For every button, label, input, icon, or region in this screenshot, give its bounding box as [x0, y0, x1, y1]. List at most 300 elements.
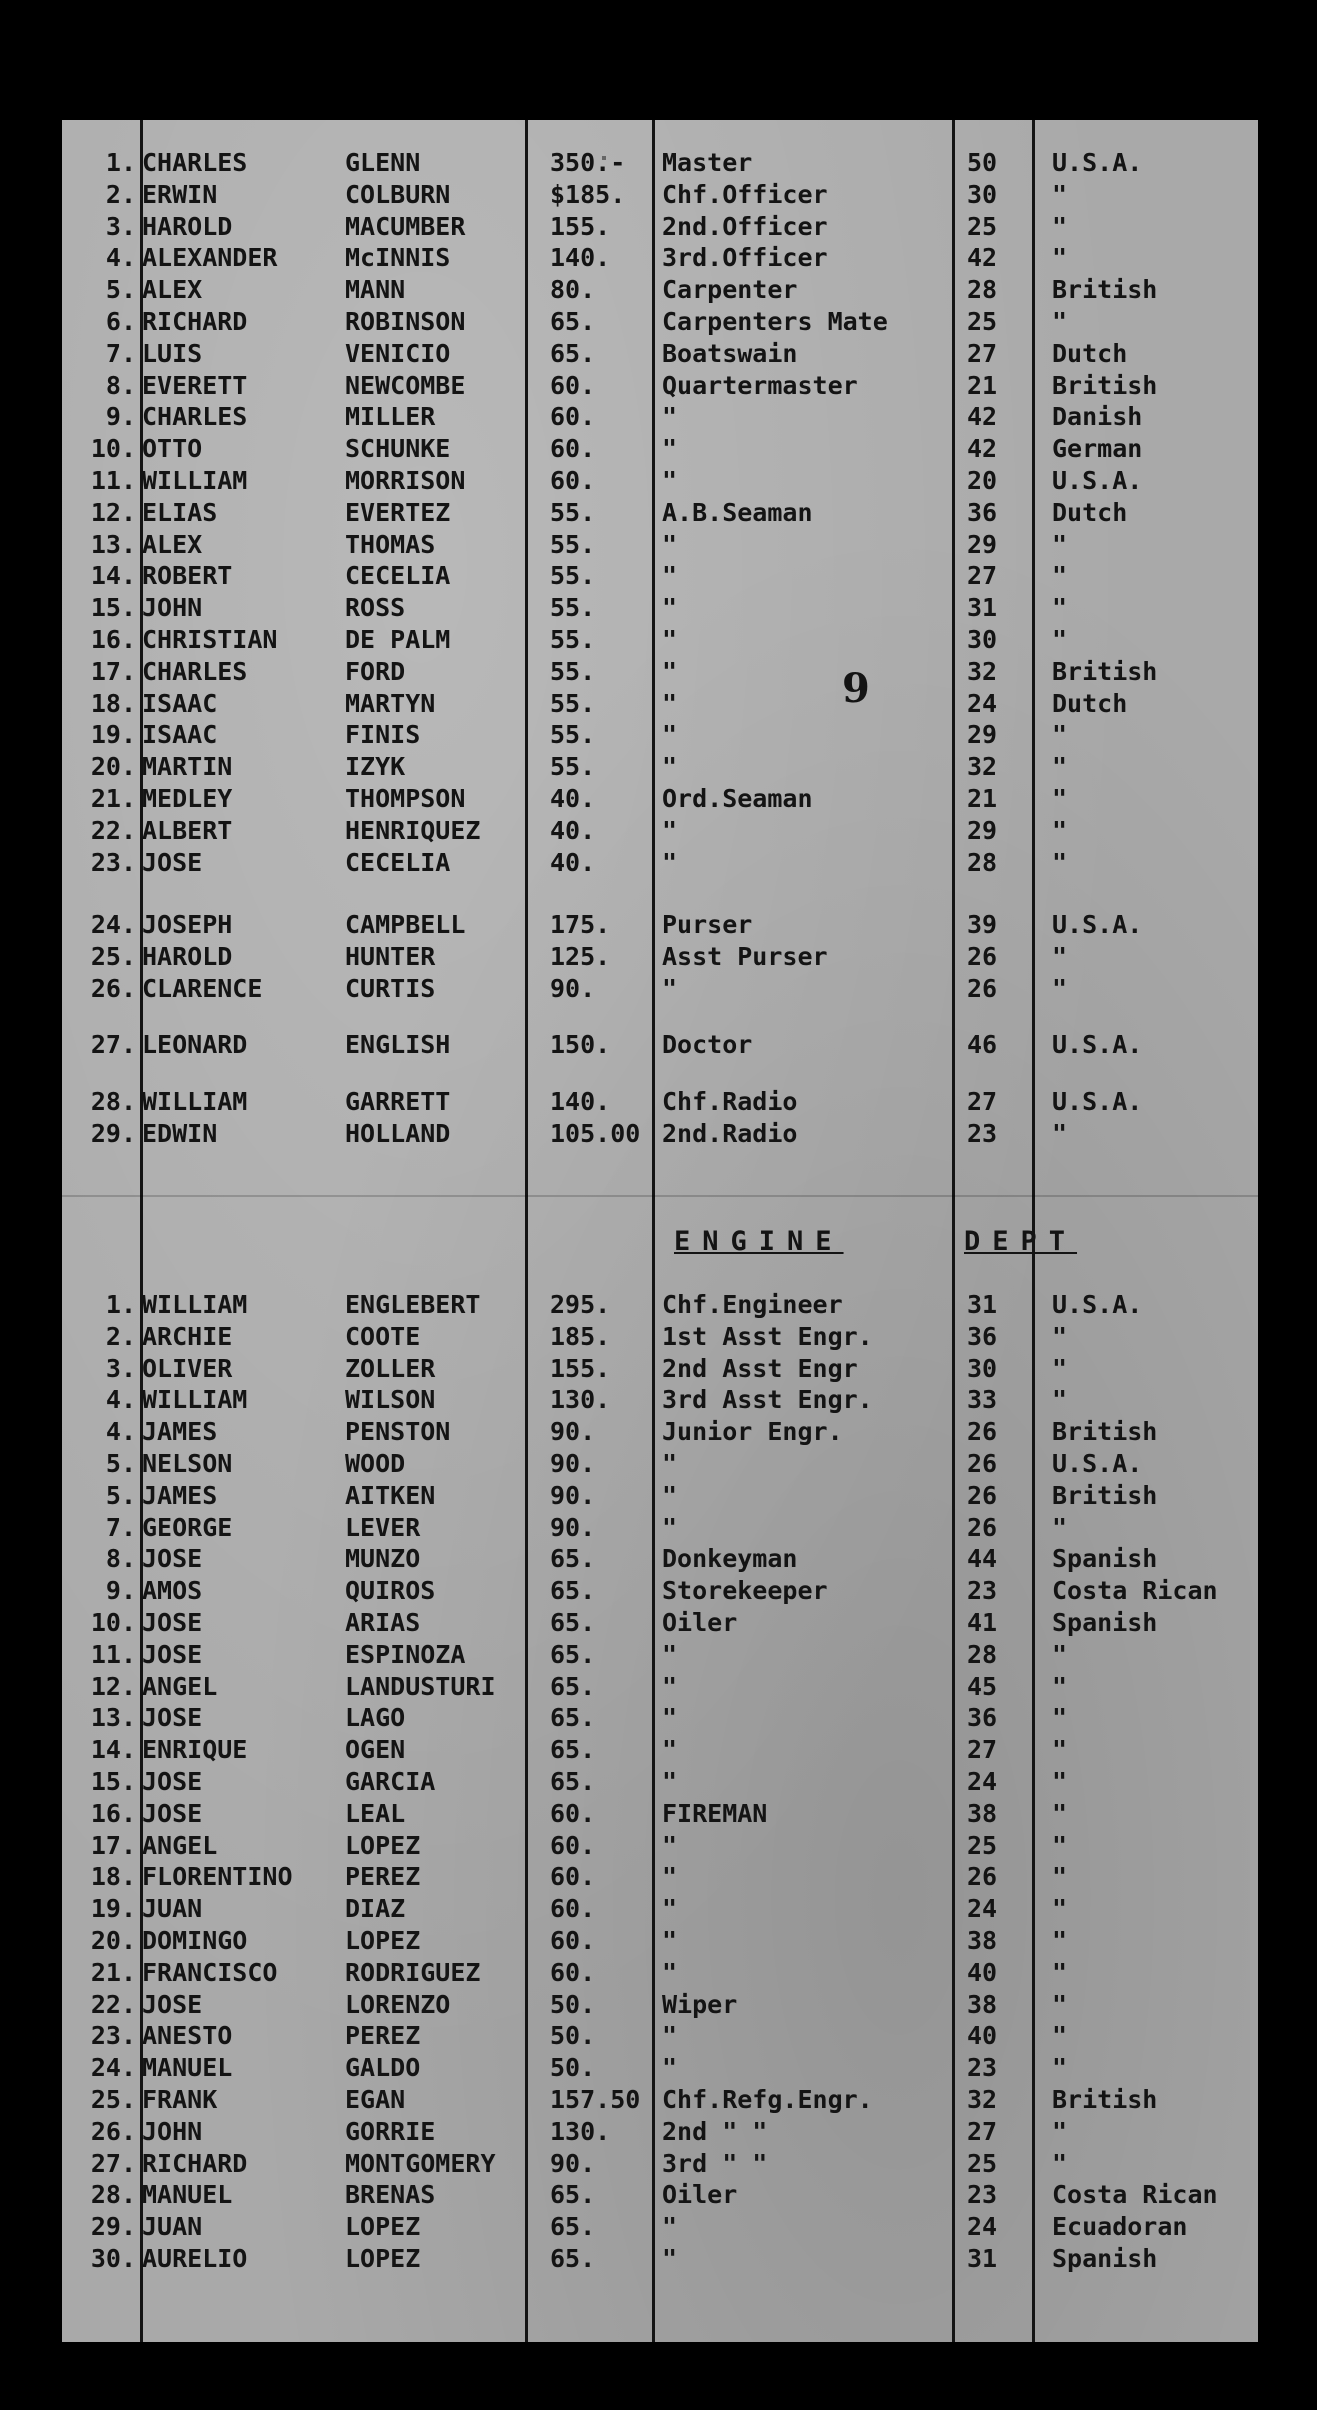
wage: 60.: [550, 1894, 596, 1924]
crew-row: [62, 593, 1258, 623]
wage: 90.: [550, 973, 596, 1003]
rating: ": [662, 1894, 678, 1924]
nationality: Dutch: [1052, 497, 1128, 527]
nationality: British: [1052, 2085, 1158, 2114]
crew-row: [62, 720, 1258, 750]
rating: 2nd Asst Engr: [662, 1353, 858, 1383]
rating: 3rd " ": [662, 2148, 768, 2178]
first-name: ALEXANDER: [142, 243, 278, 273]
nationality: ": [1052, 720, 1068, 750]
age: 25: [967, 2148, 998, 2178]
crew-row: [62, 910, 1258, 940]
age: 38: [967, 1989, 998, 2019]
first-name: OTTO: [142, 434, 203, 464]
age: 29: [967, 529, 998, 559]
row-number: 3.: [105, 211, 136, 241]
nationality: ": [1052, 847, 1068, 877]
row-number: 1.: [105, 148, 136, 177]
nationality: ": [1052, 1926, 1068, 1955]
wage: 40.: [550, 847, 596, 877]
first-name: JOHN: [142, 593, 203, 623]
age: 25: [967, 211, 998, 241]
row-number: 29.: [90, 2212, 136, 2242]
row-number: 16.: [90, 1798, 136, 1828]
rating: Master: [662, 148, 753, 177]
wage: 55.: [550, 529, 596, 559]
last-name: GALDO: [345, 2053, 421, 2083]
nationality: ": [1052, 1671, 1068, 1701]
age: 36: [967, 1703, 998, 1733]
last-name: LOPEZ: [345, 1830, 421, 1860]
first-name: MANUEL: [142, 2180, 233, 2210]
row-number: 27.: [90, 1030, 136, 1060]
crew-row: [62, 1544, 1258, 1574]
nationality: U.S.A.: [1052, 466, 1143, 495]
first-name: CHARLES: [142, 148, 248, 177]
row-number: 26.: [90, 2116, 136, 2146]
rating: ": [662, 2053, 678, 2083]
nationality: British: [1052, 370, 1158, 400]
first-name: JOSE: [142, 1703, 203, 1733]
age: 27: [967, 338, 998, 368]
crew-row: [62, 1990, 1258, 2020]
wage: 60.: [550, 1926, 596, 1955]
crew-row: [62, 1958, 1258, 1988]
rating: ": [662, 752, 678, 782]
first-name: CHARLES: [142, 656, 248, 686]
first-name: DOMINGO: [142, 1926, 248, 1955]
row-number: 8.: [105, 1544, 136, 1574]
age: 25: [967, 307, 998, 336]
row-number: 17.: [90, 656, 136, 686]
rating: ": [662, 973, 678, 1003]
last-name: IZYK: [345, 752, 406, 782]
nationality: Spanish: [1052, 1608, 1158, 1637]
last-name: MONTGOMERY: [345, 2148, 496, 2178]
rating: Chf.Officer: [662, 179, 828, 209]
wage: 155.: [550, 1353, 611, 1383]
first-name: FRANCISCO: [142, 1957, 278, 1987]
wage: 90.: [550, 1449, 596, 1478]
last-name: LANDUSTURI: [345, 1671, 496, 1701]
wage: 65.: [550, 307, 596, 336]
last-name: COLBURN: [345, 179, 451, 209]
wage: 130.: [550, 2116, 611, 2146]
age: 41: [967, 1608, 998, 1637]
first-name: ALBERT: [142, 815, 233, 845]
crew-row: [62, 1030, 1258, 1060]
rating: ": [662, 815, 678, 845]
last-name: GARRETT: [345, 1087, 451, 1117]
nationality: Dutch: [1052, 688, 1128, 718]
page-stamp-number: 9: [842, 665, 870, 712]
age: 30: [967, 179, 998, 209]
wage: 60.: [550, 370, 596, 400]
age: 46: [967, 1030, 998, 1060]
first-name: JOSEPH: [142, 910, 233, 939]
nationality: Costa Rican: [1052, 1576, 1218, 1606]
first-name: HAROLD: [142, 941, 233, 971]
rating: Asst Purser: [662, 941, 828, 971]
crew-row: [62, 307, 1258, 337]
crew-row: [62, 371, 1258, 401]
first-name: JOSE: [142, 1639, 203, 1669]
first-name: ALEX: [142, 529, 203, 559]
last-name: WILSON: [345, 1385, 436, 1415]
crew-row: [62, 1799, 1258, 1829]
last-name: FORD: [345, 656, 406, 686]
nationality: ": [1052, 2021, 1068, 2051]
age: 29: [967, 815, 998, 845]
nationality: ": [1052, 2053, 1068, 2083]
last-name: CURTIS: [345, 973, 436, 1003]
first-name: JOSE: [142, 1544, 203, 1574]
wage: 65.: [550, 2180, 596, 2210]
nationality: ": [1052, 815, 1068, 845]
rating: ": [662, 1480, 678, 1510]
first-name: WILLIAM: [142, 1385, 248, 1415]
row-number: 9.: [105, 402, 136, 432]
nationality: British: [1052, 656, 1158, 686]
age: 25: [967, 1830, 998, 1860]
wage: 60.: [550, 1957, 596, 1987]
last-name: LORENZO: [345, 1989, 451, 2019]
wage: 185.: [550, 1321, 611, 1351]
first-name: JOSE: [142, 1608, 203, 1637]
nationality: Spanish: [1052, 2244, 1158, 2273]
last-name: RODRIGUEZ: [345, 1957, 481, 1987]
last-name: HENRIQUEZ: [345, 815, 481, 845]
crew-row: [62, 1417, 1258, 1447]
crew-row: [62, 1926, 1258, 1956]
row-number: 30.: [90, 2244, 136, 2273]
nationality: ": [1052, 243, 1068, 273]
crew-row: [62, 2021, 1258, 2051]
crew-row: [62, 466, 1258, 496]
last-name: HUNTER: [345, 941, 436, 971]
crew-row: [62, 1894, 1258, 1924]
row-number: 27.: [90, 2148, 136, 2178]
first-name: FRANK: [142, 2085, 218, 2114]
last-name: NEWCOMBE: [345, 370, 466, 400]
row-number: 23.: [90, 847, 136, 877]
first-name: MEDLEY: [142, 784, 233, 813]
age: 30: [967, 625, 998, 654]
rating: ": [662, 1926, 678, 1955]
crew-row: [62, 1513, 1258, 1543]
last-name: GLENN: [345, 148, 421, 177]
last-name: MARTYN: [345, 688, 436, 718]
rating: ": [662, 1767, 678, 1796]
crew-row: [62, 2085, 1258, 2115]
age: 31: [967, 593, 998, 623]
rating: ": [662, 561, 678, 591]
row-number: 12.: [90, 497, 136, 527]
rating: Wiper: [662, 1989, 738, 2019]
first-name: ANGEL: [142, 1830, 218, 1860]
wage: 90.: [550, 1512, 596, 1542]
age: 29: [967, 720, 998, 750]
age: 38: [967, 1798, 998, 1828]
first-name: JAMES: [142, 1417, 218, 1447]
row-number: 7.: [105, 338, 136, 368]
crew-row: [62, 498, 1258, 528]
row-number: 24.: [90, 2053, 136, 2083]
nationality: Costa Rican: [1052, 2180, 1218, 2210]
crew-row: [62, 1862, 1258, 1892]
first-name: ERWIN: [142, 179, 218, 209]
row-number: 25.: [90, 941, 136, 971]
nationality: Ecuadoran: [1052, 2212, 1188, 2242]
crew-row: [62, 1322, 1258, 1352]
crew-row: [62, 974, 1258, 1004]
rating: ": [662, 688, 678, 718]
row-number: 5.: [105, 1480, 136, 1510]
nationality: ": [1052, 307, 1068, 336]
nationality: Dutch: [1052, 338, 1128, 368]
nationality: U.S.A.: [1052, 1449, 1143, 1478]
first-name: CHARLES: [142, 402, 248, 432]
age: 27: [967, 1735, 998, 1765]
wage: 140.: [550, 243, 611, 273]
last-name: LEAL: [345, 1798, 406, 1828]
row-number: 15.: [90, 593, 136, 623]
nationality: British: [1052, 1480, 1158, 1510]
crew-row: [62, 1449, 1258, 1479]
wage: 65.: [550, 1639, 596, 1669]
age: 33: [967, 1385, 998, 1415]
crew-row: [62, 1672, 1258, 1702]
crew-row: [62, 561, 1258, 591]
wage: 65.: [550, 2212, 596, 2242]
first-name: ELIAS: [142, 497, 218, 527]
age: 27: [967, 1087, 998, 1117]
row-number: 2.: [105, 1321, 136, 1351]
last-name: PEREZ: [345, 1862, 421, 1892]
rating: Doctor: [662, 1030, 753, 1060]
row-number: 14.: [90, 1735, 136, 1765]
first-name: CLARENCE: [142, 973, 263, 1003]
first-name: ANGEL: [142, 1671, 218, 1701]
nationality: ": [1052, 2148, 1068, 2178]
first-name: EVERETT: [142, 370, 248, 400]
row-number: 14.: [90, 561, 136, 591]
last-name: MORRISON: [345, 466, 466, 495]
rating: A.B.Seaman: [662, 497, 813, 527]
last-name: THOMPSON: [345, 784, 466, 813]
rating: Junior Engr.: [662, 1417, 843, 1447]
first-name: RICHARD: [142, 2148, 248, 2178]
first-name: GEORGE: [142, 1512, 233, 1542]
row-number: 4.: [105, 1417, 136, 1447]
rating: Ord.Seaman: [662, 784, 813, 813]
crew-row: [62, 942, 1258, 972]
wage: 80.: [550, 275, 596, 305]
last-name: AITKEN: [345, 1480, 436, 1510]
first-name: JUAN: [142, 2212, 203, 2242]
last-name: EVERTEZ: [345, 497, 451, 527]
row-number: 8.: [105, 370, 136, 400]
age: 28: [967, 275, 998, 305]
first-name: EDWIN: [142, 1119, 218, 1148]
row-number: 21.: [90, 1957, 136, 1987]
nationality: British: [1052, 1417, 1158, 1447]
first-name: ROBERT: [142, 561, 233, 591]
crew-row: [62, 784, 1258, 814]
age: 23: [967, 1576, 998, 1606]
wage: 175.: [550, 910, 611, 939]
last-name: ARIAS: [345, 1608, 421, 1637]
crew-row: [62, 2180, 1258, 2210]
nationality: ": [1052, 1862, 1068, 1892]
age: 28: [967, 1639, 998, 1669]
age: 26: [967, 1862, 998, 1892]
row-number: 21.: [90, 784, 136, 813]
row-number: 28.: [90, 2180, 136, 2210]
age: 42: [967, 243, 998, 273]
last-name: MANN: [345, 275, 406, 305]
rating: Carpenter: [662, 275, 798, 305]
row-number: 18.: [90, 1862, 136, 1892]
last-name: GORRIE: [345, 2116, 436, 2146]
first-name: NELSON: [142, 1449, 233, 1478]
rating: Storekeeper: [662, 1576, 828, 1606]
rating: ": [662, 2021, 678, 2051]
age: 39: [967, 910, 998, 939]
crew-row: [62, 2053, 1258, 2083]
wage: 60.: [550, 466, 596, 495]
nationality: British: [1052, 275, 1158, 305]
rating: ": [662, 1957, 678, 1987]
rating: Boatswain: [662, 338, 798, 368]
rating: ": [662, 466, 678, 495]
rating: ": [662, 2244, 678, 2273]
first-name: WILLIAM: [142, 1087, 248, 1117]
age: 31: [967, 2244, 998, 2273]
row-number: 11.: [90, 1639, 136, 1669]
rating: Donkeyman: [662, 1544, 798, 1574]
crew-row: [62, 339, 1258, 369]
nationality: ": [1052, 752, 1068, 782]
wage: 125.: [550, 941, 611, 971]
rating: ": [662, 529, 678, 559]
crew-row: [62, 1385, 1258, 1415]
first-name: JOSE: [142, 1767, 203, 1796]
crew-row: [62, 1290, 1258, 1320]
rating: 2nd.Officer: [662, 211, 828, 241]
last-name: MACUMBER: [345, 211, 466, 241]
crew-row: [62, 1703, 1258, 1733]
age: 42: [967, 434, 998, 464]
rating: 3rd.Officer: [662, 243, 828, 273]
row-number: 23.: [90, 2021, 136, 2051]
crew-row: [62, 402, 1258, 432]
age: 36: [967, 1321, 998, 1351]
crew-row: [62, 212, 1258, 242]
age: 21: [967, 784, 998, 813]
last-name: LOPEZ: [345, 1926, 421, 1955]
crew-row: [62, 180, 1258, 210]
wage: 90.: [550, 1480, 596, 1510]
crew-list-page: [62, 120, 1258, 2342]
last-name: FINIS: [345, 720, 421, 750]
last-name: HOLLAND: [345, 1119, 451, 1148]
first-name: MANUEL: [142, 2053, 233, 2083]
wage: 350.-: [550, 148, 626, 177]
wage: 65.: [550, 1608, 596, 1637]
rating: Oiler: [662, 1608, 738, 1637]
first-name: AMOS: [142, 1576, 203, 1606]
rating: ": [662, 720, 678, 750]
age: 27: [967, 2116, 998, 2146]
crew-row: [62, 2212, 1258, 2242]
wage: 90.: [550, 2148, 596, 2178]
last-name: ENGLEBERT: [345, 1290, 481, 1319]
wage: 60.: [550, 434, 596, 464]
age: 31: [967, 1290, 998, 1319]
last-name: DE PALM: [345, 625, 451, 654]
rating: ": [662, 1449, 678, 1478]
nationality: ": [1052, 1830, 1068, 1860]
page-fold: [62, 1195, 1258, 1197]
last-name: THOMAS: [345, 529, 436, 559]
nationality: U.S.A.: [1052, 148, 1143, 177]
wage: 40.: [550, 784, 596, 813]
age: 30: [967, 1353, 998, 1383]
last-name: CAMPBELL: [345, 910, 466, 939]
row-number: 20.: [90, 1926, 136, 1955]
wage: 65.: [550, 338, 596, 368]
nationality: ": [1052, 1385, 1068, 1415]
last-name: ROSS: [345, 593, 406, 623]
nationality: Spanish: [1052, 1544, 1158, 1574]
first-name: FLORENTINO: [142, 1862, 293, 1892]
crew-row: [62, 530, 1258, 560]
row-number: 10.: [90, 1608, 136, 1637]
nationality: U.S.A.: [1052, 1290, 1143, 1319]
row-number: 16.: [90, 625, 136, 654]
rating: Chf.Radio: [662, 1087, 798, 1117]
wage: 65.: [550, 1703, 596, 1733]
crew-row: [62, 148, 1258, 178]
age: 26: [967, 973, 998, 1003]
last-name: ENGLISH: [345, 1030, 451, 1060]
row-number: 25.: [90, 2085, 136, 2114]
crew-row: [62, 2149, 1258, 2179]
nationality: U.S.A.: [1052, 1087, 1143, 1117]
row-number: 13.: [90, 529, 136, 559]
first-name: LEONARD: [142, 1030, 248, 1060]
row-number: 9.: [105, 1576, 136, 1606]
nationality: ": [1052, 2116, 1068, 2146]
rating: ": [662, 593, 678, 623]
age: 38: [967, 1926, 998, 1955]
crew-row: [62, 848, 1258, 878]
rating: ": [662, 1512, 678, 1542]
crew-row: [62, 1640, 1258, 1670]
wage: $185.: [550, 179, 626, 209]
first-name: HAROLD: [142, 211, 233, 241]
nationality: ": [1052, 1119, 1068, 1148]
wage: 65.: [550, 1671, 596, 1701]
age: 24: [967, 688, 998, 718]
crew-row: [62, 657, 1258, 687]
last-name: MUNZO: [345, 1544, 421, 1574]
wage: 295.: [550, 1290, 611, 1319]
rating: FIREMAN: [662, 1798, 768, 1828]
row-number: 5.: [105, 1449, 136, 1478]
nationality: ": [1052, 941, 1068, 971]
